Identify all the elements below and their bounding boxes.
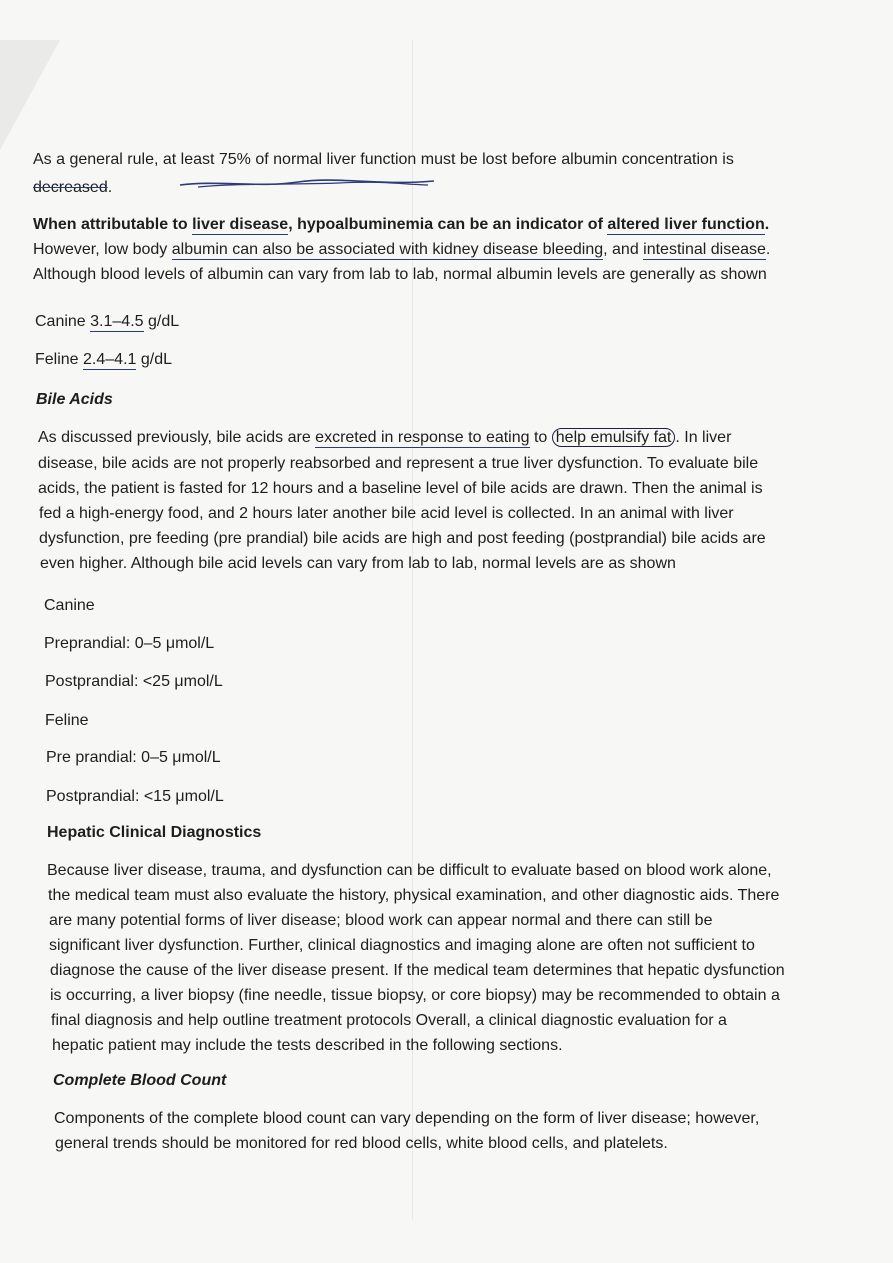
range-value: 3.1–4.5: [90, 313, 144, 330]
hepatic-paragraph-line-2: the medical team must also evaluate the history, physical examination, and other diagnostic aids. There: [48, 887, 780, 904]
text: . In liver: [675, 429, 732, 446]
text: to: [529, 429, 552, 446]
albumin-feline-range: [35, 350, 172, 370]
cbc-paragraph-line-1: Components of the complete blood count can vary depending on the form of liver disease; however,: [54, 1110, 760, 1127]
bold-text: .: [764, 216, 770, 233]
unit: g/dL: [136, 351, 173, 368]
bold-text: , hypoalbuminemia can be an indicator of: [288, 216, 608, 233]
bile-paragraph-line-1: [38, 428, 731, 448]
underlined-text: intestinal disease: [643, 241, 766, 258]
bile-paragraph-line-3: acids, the patient is fasted for 12 hours and a baseline level of bile acids are drawn. Then the animal is: [38, 480, 763, 497]
text: Although blood levels of albumin can vary from lab to lab, normal albumin levels are generally as shown: [33, 266, 767, 283]
section-heading-complete-blood-count: Complete Blood Count: [53, 1072, 227, 1089]
underlined-text: liver disease: [192, 216, 289, 233]
paragraph-hypoalbuminemia-line-3: [33, 265, 767, 285]
bile-feline-postprandial: Postprandial: <15 μmol/L: [46, 788, 224, 805]
text: .: [765, 241, 771, 258]
bile-feline-preprandial: Pre prandial: 0–5 μmol/L: [46, 749, 221, 766]
struck-word: decreased: [33, 179, 108, 196]
species-label: Feline: [35, 351, 84, 368]
cbc-paragraph-line-2: general trends should be monitored for red blood cells, white blood cells, and platelets.: [55, 1135, 668, 1152]
hepatic-paragraph-line-4: significant liver dysfunction. Further, clinical diagnostics and imaging alone are often not sufficient to: [49, 937, 755, 954]
bile-paragraph-line-5: dysfunction, pre feeding (pre prandial) bile acids are high and post feeding (postprandial) bile acids are: [39, 530, 766, 547]
bile-paragraph-line-2: disease, bile acids are not properly reabsorbed and represent a true liver dysfunction. To evaluate bile: [38, 455, 759, 472]
bile-feline-label: Feline: [45, 712, 89, 729]
bile-paragraph-line-4: fed a high-energy food, and 2 hours later another bile acid level is collected. In an animal with liver: [39, 505, 734, 522]
paragraph-hypoalbuminemia-line-2: [33, 240, 770, 260]
underlined-text: albumin can also be associated with kidney disease bleeding: [171, 241, 604, 258]
text: , and: [603, 241, 644, 258]
pen-scribble: [178, 176, 436, 190]
underlined-text: excreted in response to eating: [315, 429, 530, 446]
section-heading-hepatic-clinical-diagnostics: Hepatic Clinical Diagnostics: [47, 824, 262, 841]
bile-canine-preprandial: Preprandial: 0–5 μmol/L: [44, 635, 215, 652]
text: .: [107, 179, 113, 196]
unit: g/dL: [143, 313, 180, 330]
text: As discussed previously, bile acids are: [38, 429, 316, 446]
hepatic-paragraph-line-8: hepatic patient may include the tests described in the following sections.: [52, 1037, 563, 1054]
albumin-canine-range: [35, 312, 179, 332]
bile-canine-postprandial: Postprandial: <25 μmol/L: [45, 673, 223, 690]
bold-text: When attributable to: [33, 216, 193, 233]
paragraph-hypoalbuminemia-line-1: [33, 215, 769, 235]
bile-paragraph-line-6: even higher. Although bile acid levels can vary from lab to lab, normal levels are as shown: [40, 555, 676, 572]
section-heading-bile-acids: Bile Acids: [36, 391, 113, 408]
circled-text: help emulsify fat: [552, 428, 676, 447]
range-value: 2.4–4.1: [83, 351, 137, 368]
text: However, low body: [33, 241, 172, 258]
underlined-text: altered liver function: [607, 216, 765, 233]
hepatic-paragraph-line-3: are many potential forms of liver disease; blood work can appear normal and there can still be: [49, 912, 713, 929]
text: As a general rule, at least 75% of normal liver function must be lost before albumin concentration is: [33, 151, 734, 168]
hepatic-paragraph-line-1: Because liver disease, trauma, and dysfunction can be difficult to evaluate based on blood work alone,: [47, 862, 772, 879]
species-label: Canine: [35, 313, 91, 330]
paragraph-albumin-rule-line-1: [33, 150, 734, 170]
paragraph-albumin-rule-line-2: [33, 178, 112, 198]
hepatic-paragraph-line-5: diagnose the cause of the liver disease present. If the medical team determines that hepatic dysfunction: [50, 962, 785, 979]
folded-corner-shadow: [0, 40, 60, 150]
hepatic-paragraph-line-6: is occurring, a liver biopsy (fine needle, tissue biopsy, or core biopsy) may be recommended to obtain a: [50, 987, 780, 1004]
hepatic-paragraph-line-7: final diagnosis and help outline treatment protocols Overall, a clinical diagnostic evaluation for a: [51, 1012, 727, 1029]
bile-canine-label: Canine: [44, 597, 95, 614]
